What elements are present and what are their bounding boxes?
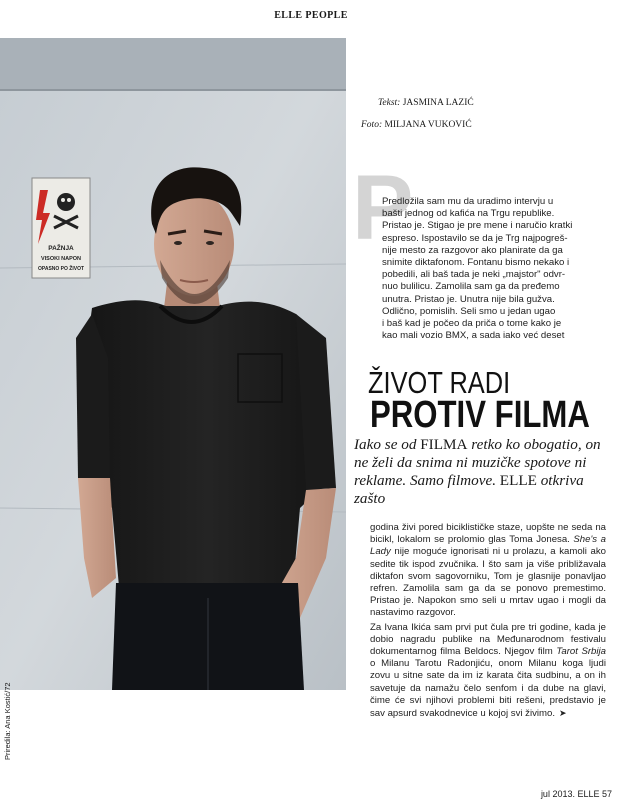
continue-arrow-icon: ➤ [559,708,567,719]
drop-cap: P [352,157,414,259]
intro-line: pobedili, ali baš tada je neki „majstor" odvr- [382,269,566,281]
deck-part-3: otkriva zašto [354,472,584,507]
warning-sign [32,178,90,278]
folio: jul 2013. ELLE 57 [540,789,612,799]
body-p2-b: o Milanu Tarotu Radonjiću, onom Milanu koga ljudi zovu u sitne sate da im iz karata čita sudbinu, a on ih savetuje da namažu čelo senfom i da dube na glavi, čime će svi njihovi problemi biti rešeni, predstavio je sav apsurd svakodnevice u kojoj svi živimo. [370,658,606,720]
deck-caps-1: FILMA [420,436,468,453]
intro-line: Odlično, pomislih. Seli smo u jedan ugao [382,305,556,317]
film-title: Tarot Srbija [556,646,606,658]
intro-paragraph [382,196,614,342]
photo-credit-byline [361,120,472,130]
body-paragraph-2 [370,622,606,721]
intro-line: i baš kad je počeo da priča o tome kako je [382,318,562,330]
body-p1-a: godina živi pored biciklističke staze, uopšte ne seda na bicikl, lokalom se prolomio glas Toma Jonesa. [370,522,606,546]
sign-line-1: PAŽNJA [48,245,74,252]
photo-credit: Priredila: Ana Kostić/72 [3,682,12,760]
intro-line: Predložila sam mu da uradimo intervju u [382,196,554,207]
intro-line: kao mali vozio BMX, a sada iako već deset [382,330,565,342]
headline-line-2: PROTIV FILMA [370,394,590,436]
deck [354,436,616,508]
intro-line: bašti jednog od kafića na Trgu republike. [382,208,555,220]
deck-caps-2: ELLE [499,472,537,489]
section-label: ELLE PEOPLE [274,10,348,21]
intro-line: nuo bulilicu. Zamolila sam ga da pređemo [382,281,560,293]
deck-part-2: retko ko obogatio, on ne želi da snima ni muzičke spotove ni reklame. Samo filmove. [354,436,601,489]
text-credit-label: Tekst: [378,98,401,108]
body-p2-a: Za Ivana Ikića sam prvi put čula pre tri godine, kada je dobio nagradu publike na Međunarodnom festivalu dokumentarnog filma Beldocs. Njegov film [370,621,606,658]
body-paragraph-1 [370,522,606,620]
intro-line: unutra. Pristao je. Unutra nije bila gužva. [382,293,555,305]
sign-line-3: OPASNO PO ŽIVOT [37,266,85,272]
intro-line: espreso. Ispostavilo se da je Trg najpogreš- [382,232,568,244]
song-title: She's a Lady [370,534,607,558]
body-p1-b: nije moguće ignorisati ni u prolazu, a kamoli ako sedite tik ispod zvučnika. I što sam ja više približavala diktafon svom sagovorniku, Tom je glasnije ponavljao refren. Zamolila sam ga da se ponovo premestimo. Pristao je. Napokon smo seli u mrtav ugao i mogli da nastavimo razgovor. [370,546,606,619]
intro-line: snimite diktafonom. Fontanu bismo nekako i [382,257,570,269]
text-credit-name: JASMINA LAZIĆ [402,98,474,108]
headline-line-1: ŽIVOT RADI [368,365,511,400]
photo-credit-name: MILJANA VUKOVIĆ [384,120,472,130]
sign-line-2: VISOKI NAPON [40,256,82,262]
intro-line: Pristao je. Stigao je pre mene i naručio kratki [382,220,573,232]
intro-line: nije mesto za razgovor ako planirate da ga [382,244,563,256]
deck-part-1: Iako se od [354,436,421,453]
text-credit [378,98,474,108]
body-text [370,522,606,720]
photo-credit-label: Foto: [361,120,383,130]
portrait-photo [0,38,346,690]
